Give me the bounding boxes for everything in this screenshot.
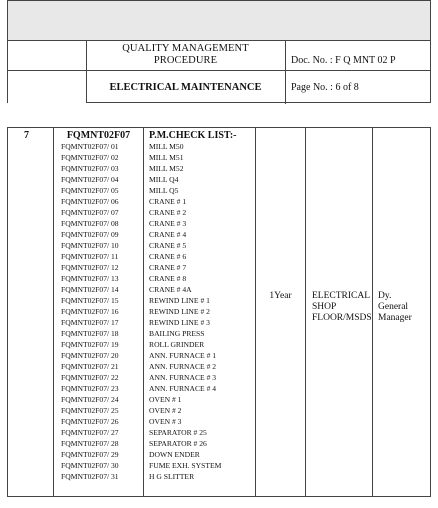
form-code: FQMNT02F07/ 29 xyxy=(61,450,119,459)
form-code: FQMNT02F07/ 21 xyxy=(61,362,119,371)
checklist-item: ROLL GRINDER xyxy=(149,340,205,349)
location-line: SHOP xyxy=(312,302,337,312)
responsibility-cell xyxy=(373,128,430,496)
form-code: FQMNT02F07/ 26 xyxy=(61,417,119,426)
form-code: FQMNT02F07/ 09 xyxy=(61,230,119,239)
form-code-cell xyxy=(54,128,144,496)
checklist-item: OVEN # 1 xyxy=(149,395,182,404)
checklist-item: CRANE # 8 xyxy=(149,274,187,283)
form-code: FQMNT02F07/ 16 xyxy=(61,307,119,316)
checklist-item: SEPARATOR # 26 xyxy=(149,439,207,448)
form-code: FQMNT02F07/ 01 xyxy=(61,142,119,151)
checklist-item: CRANE # 1 xyxy=(149,197,187,206)
checklist-item: H G SLITTER xyxy=(149,472,195,481)
location-line: FLOOR/MSDS xyxy=(312,313,372,323)
responsibility-line: General xyxy=(378,302,409,312)
form-code: FQMNT02F07/ 12 xyxy=(61,263,119,272)
checklist-item: ANN. FURNACE # 4 xyxy=(149,384,217,393)
checklist-item: OVEN # 2 xyxy=(149,406,182,415)
records-table xyxy=(7,127,431,497)
checklist-item: REWIND LINE # 3 xyxy=(149,318,210,327)
document-header xyxy=(7,0,431,103)
document-title: ELECTRICAL MAINTENANCE xyxy=(86,71,286,104)
header-row-title xyxy=(8,71,430,104)
checklist-item: CRANE # 4 xyxy=(149,230,187,239)
checklist-items xyxy=(144,141,255,482)
checklist-item: MILL M52 xyxy=(149,164,184,173)
checklist-item: SEPARATOR # 25 xyxy=(149,428,207,437)
checklist-item: CRANE # 6 xyxy=(149,252,187,261)
form-code: FQMNT02F07/ 30 xyxy=(61,461,119,470)
checklist-item: ANN. FURNACE # 2 xyxy=(149,362,217,371)
serial-number-cell xyxy=(8,128,54,496)
procedure-line-1: QUALITY MANAGEMENT xyxy=(122,43,249,54)
checklist-item: CRANE # 7 xyxy=(149,263,187,272)
form-code: FQMNT02F07/ 22 xyxy=(61,373,119,382)
form-code: FQMNT02F07/ 18 xyxy=(61,329,119,338)
form-code: FQMNT02F07/ 11 xyxy=(61,252,119,261)
responsibility xyxy=(378,291,412,324)
form-code: FQMNT02F07/ 04 xyxy=(61,175,119,184)
form-code: FQMNT02F07/ 08 xyxy=(61,219,119,228)
header-row-procedure xyxy=(8,41,430,71)
form-code-heading: FQMNT02F07 xyxy=(66,130,131,141)
form-code: FQMNT02F07/ 27 xyxy=(61,428,119,437)
location xyxy=(312,291,372,324)
form-code: FQMNT02F07/ 17 xyxy=(61,318,119,327)
doc-number: Doc. No. : F Q MNT 02 P xyxy=(291,55,396,66)
checklist-item: MILL M50 xyxy=(149,142,184,151)
checklist-heading: P.M.CHECK LIST:- xyxy=(149,130,237,141)
checklist-item: CRANE # 4A xyxy=(149,285,192,294)
checklist-item: MILL Q5 xyxy=(149,186,179,195)
checklist-item: ANN. FURNACE # 1 xyxy=(149,351,217,360)
form-code: FQMNT02F07/ 15 xyxy=(61,296,119,305)
checklist-item: OVEN # 3 xyxy=(149,417,182,426)
form-code: FQMNT02F07/ 14 xyxy=(61,285,119,294)
form-code: FQMNT02F07/ 23 xyxy=(61,384,119,393)
location-line: ELECTRICAL xyxy=(312,291,371,301)
checklist-item: DOWN ENDER xyxy=(149,450,200,459)
procedure-line-2: PROCEDURE xyxy=(153,55,218,66)
checklist-item: REWIND LINE # 1 xyxy=(149,296,210,305)
form-code: FQMNT02F07/ 13 xyxy=(61,274,119,283)
checklist-cell xyxy=(144,128,256,496)
form-code: FQMNT02F07/ 05 xyxy=(61,186,119,195)
responsibility-line: Dy. xyxy=(378,291,392,301)
responsibility-line: Manager xyxy=(378,313,412,323)
checklist-item: CRANE # 3 xyxy=(149,219,187,228)
checklist-item: ANN. FURNACE # 3 xyxy=(149,373,217,382)
checklist-item: REWIND LINE # 2 xyxy=(149,307,210,316)
frequency: 1Year xyxy=(269,291,292,301)
location-cell xyxy=(306,128,373,496)
procedure-title xyxy=(86,41,286,70)
checklist-item: MILL M51 xyxy=(149,153,184,162)
form-code: FQMNT02F07/ 25 xyxy=(61,406,119,415)
form-code: FQMNT02F07/ 10 xyxy=(61,241,119,250)
form-code: FQMNT02F07/ 24 xyxy=(61,395,119,404)
checklist-item: MILL Q4 xyxy=(149,175,179,184)
form-code: FQMNT02F07/ 28 xyxy=(61,439,119,448)
form-code: FQMNT02F07/ 07 xyxy=(61,208,119,217)
frequency-cell xyxy=(256,128,306,496)
form-code: FQMNT02F07/ 20 xyxy=(61,351,119,360)
header-banner xyxy=(8,1,430,41)
form-code: FQMNT02F07/ 06 xyxy=(61,197,119,206)
checklist-item: FUME EXH. SYSTEM xyxy=(149,461,222,470)
serial-number: 7 xyxy=(24,130,29,141)
checklist-item: CRANE # 2 xyxy=(149,208,187,217)
form-code: FQMNT02F07/ 31 xyxy=(61,472,119,481)
page-number: Page No. : 6 of 8 xyxy=(291,82,359,93)
form-code: FQMNT02F07/ 19 xyxy=(61,340,119,349)
form-code-list xyxy=(54,141,143,482)
checklist-item: CRANE # 5 xyxy=(149,241,187,250)
form-code: FQMNT02F07/ 02 xyxy=(61,153,119,162)
form-code: FQMNT02F07/ 03 xyxy=(61,164,119,173)
checklist-item: BAILING PRESS xyxy=(149,329,205,338)
